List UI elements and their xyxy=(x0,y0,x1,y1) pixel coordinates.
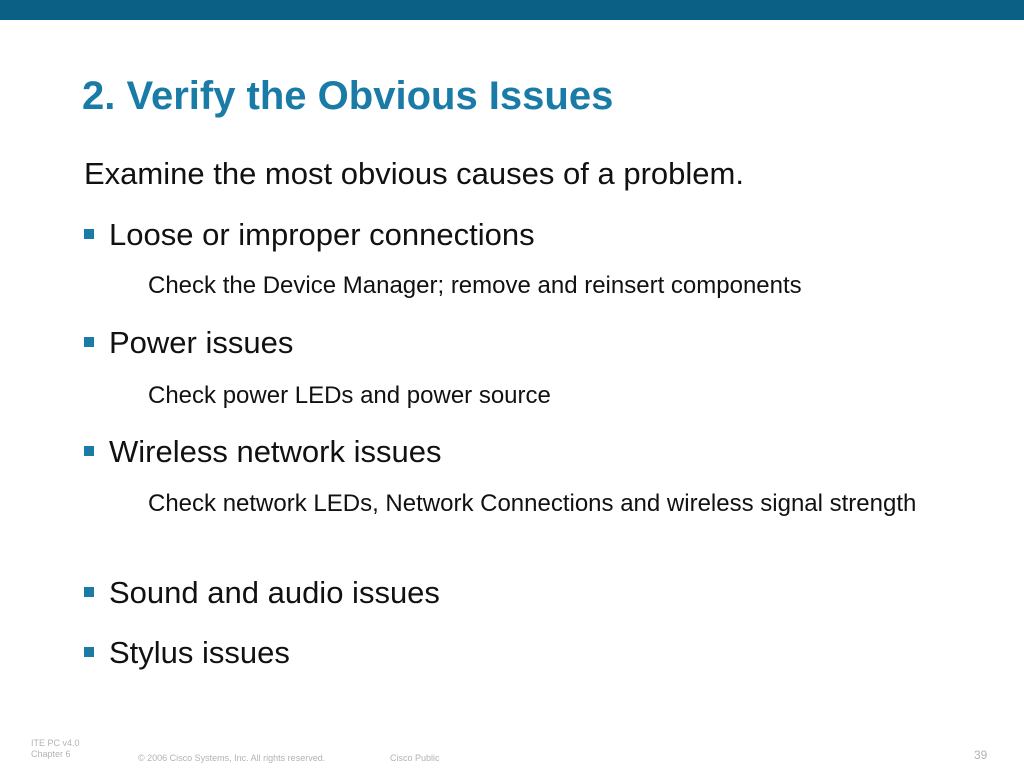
bullet-label: Loose or improper connections xyxy=(109,217,535,252)
page-number: 39 xyxy=(974,748,988,762)
slide-title: 2. Verify the Obvious Issues xyxy=(82,74,614,118)
square-bullet-icon xyxy=(84,337,94,347)
bullet-detail: Check the Device Manager; remove and reinsert components xyxy=(148,272,802,299)
footer-course: ITE PC v4.0 xyxy=(31,738,80,748)
bullet-label: Wireless network issues xyxy=(109,434,442,469)
footer-chapter: Chapter 6 xyxy=(31,749,71,759)
footer-classification: Cisco Public xyxy=(390,753,440,763)
square-bullet-icon xyxy=(84,647,94,657)
bullet-detail: Check network LEDs, Network Connections and wireless signal strength xyxy=(148,490,917,517)
footer-copyright: © 2006 Cisco Systems, Inc. All rights reserved. xyxy=(138,753,326,763)
bullet-label: Sound and audio issues xyxy=(109,575,440,610)
square-bullet-icon xyxy=(84,229,94,239)
intro-text: Examine the most obvious causes of a problem. xyxy=(84,156,744,191)
bullet-label: Power issues xyxy=(109,325,294,360)
top-banner xyxy=(0,0,1024,20)
square-bullet-icon xyxy=(84,446,94,456)
bullet-detail: Check power LEDs and power source xyxy=(148,382,551,409)
footer-course-info xyxy=(31,738,80,760)
square-bullet-icon xyxy=(84,587,94,597)
bullet-label: Stylus issues xyxy=(109,635,290,670)
